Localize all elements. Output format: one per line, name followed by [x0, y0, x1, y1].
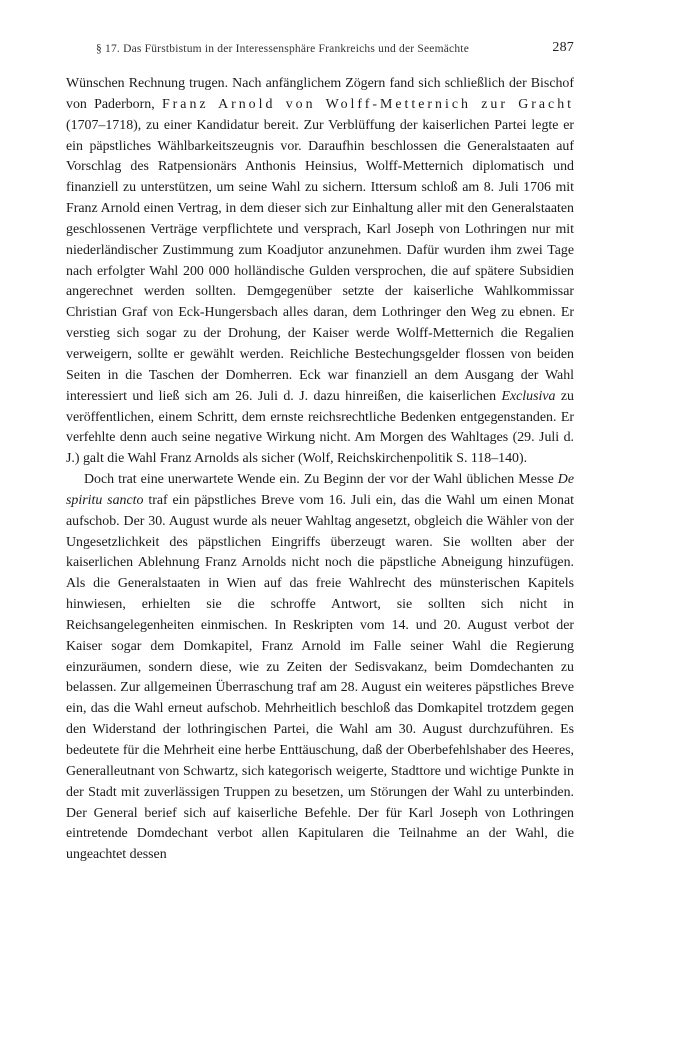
body-text [66, 74, 574, 866]
italic-term: Exclusiva [501, 388, 556, 404]
text-run: Doch trat eine unerwartete Wende ein. Zu Beginn der vor der Wahl üblichen Messe [84, 472, 558, 488]
text-run: zu veröffentlichen, einem Schritt, dem ernste reichsrechtliche Bedenken entgegenstanden. Er verfehlte denn auch seine negative Wirkung nicht. Am Morgen des Wahltages (29. Juli d. J.) galt die Wahl Franz Arnolds als sicher (Wolf, Reichskirchenpolitik S. 118–140). [66, 388, 574, 467]
text-run: (1707–1718), zu einer Kandidatur bereit. Zur Verblüffung der kaiserlichen Partei legte er ein päpstliches Wählbarkeitszeugnis vor. Daraufhin beschlossen die Generalstaaten auf Vorschlag des Ratpensionärs Anthonis Heinsius, Wolff-Metternich diplomatisch und finanziell zu unterstützen, um seine Wahl zu sichern. Ittersum schloß am 8. Juli 1706 mit Franz Arnold einen Vertrag, in dem dieser sich zur Einhaltung aller mit den Generalstaaten geschlossenen Verträge verpflichtete und versprach, Karl Joseph von Lothringen nur mit niederländischer Zustimmung zum Koadjutor anzunehmen. Dafür wurden ihm zwei Tage nach erfolgter Wahl 200 000 holländische Gulden versprochen, die auf spätere Subsidien angerechnet werden sollten. Demgegenüber setzte der kaiserliche Wahlkommissar Christian Graf von Eck-Hungersbach alles daran, dem Lothringer den Weg zu ebnen. Er verstieg sich sogar zu der Drohung, der Kaiser werde Wolff-Metternich die Regalien verweigern, sollte er gewählt werden. Reichliche Bestechungsgelder flossen von beiden Seiten in die Taschen der Domherren. Eck war finanziell an dem Ausgang der Wahl interessiert und ließ sich am 26. Juli d. J. dazu hinreißen, die kaiserlichen [66, 117, 574, 404]
person-name-spaced: Franz Arnold von Wolff-Metternich zur Gracht [161, 96, 575, 112]
italic-term: De spiritu sancto [66, 472, 574, 508]
text-run: traf ein päpstliches Breve vom 16. Juli ein, das die Wahl um einen Monat aufschob. Der 30. August wurde als neuer Wahltag angesetzt, obgleich die Wähler von der Ungesetzlichkeit des päpstlichen Eingriffs überzeugt waren. Sie wollten aber der kaiserlichen Ablehnung Franz Arnolds nicht noch die päpstliche Abneigung hinzufügen. Als die Generalstaaten in Wien auf das freie Wahlrecht des münsterischen Kapitels hinwiesen, erhielten sie die schroffe Antwort, sie sollten sich nicht in Reichsangelegenheiten einmischen. In Reskripten vom 14. und 20. August verbot der Kaiser sogar dem Domkapitel, Franz Arnold im Falle seiner Wahl die Regierung einzuräumen, sondern diese, wie zu Zeiten der Sedisvakanz, beim Domdechanten zu belassen. Zur allgemeinen Überraschung traf am 28. August ein weiteres päpstliches Breve ein, das die Wahl erneut aufschob. Mehrheitlich beschloß das Domkapitel trotzdem gegen den Widerstand der lothringischen Partei, die Wahl am 30. August durchzuführen. Es bedeutete für die Mehrheit eine herbe Enttäuschung, daß der Oberbefehlshaber des Heeres, Generalleutnant von Schwartz, sich kategorisch weigerte, Stadttore und wichtige Punkte in der Stadt mit zuverlässigen Truppen zu besetzen, um Störungen der Wahl zu unterbinden. Der General berief sich auf kaiserliche Befehle. Der für Karl Joseph von Lothringen eintretende Domdechant verbot allen Kapitularen die Teilnahme an der Wahl, die ungeachtet dessen [66, 492, 574, 863]
paragraph [66, 74, 574, 470]
paragraph [66, 470, 574, 866]
running-head-title: § 17. Das Fürstbistum in der Interessensphäre Frankreichs und der Seemächte [96, 43, 470, 55]
page-number: 287 [552, 40, 574, 55]
running-head [66, 40, 574, 60]
text-run: Wünschen Rechnung trugen. Nach anfänglichem Zögern fand sich schließlich der Bischof von Paderborn, [66, 76, 574, 112]
